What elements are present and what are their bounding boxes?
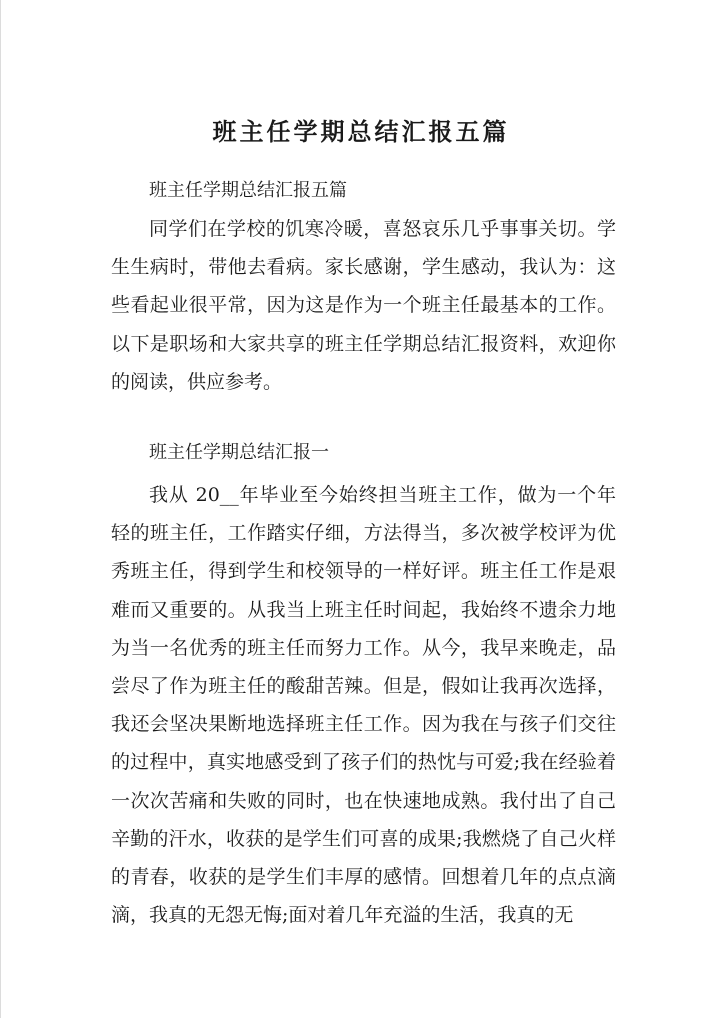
- intro-heading: 班主任学期总结汇报五篇: [149, 180, 347, 201]
- section-paragraph: 我从 20__年毕业至今始终担当班主工作，做为一个年轻的班主任，工作踏实仔细，方法得当，多次被学校评为优秀班主任，得到学生和校领导的一样好评。班主任工作是艰难而又重要的。从我当上班主任时间起，我始终不遗余力地为当一名优秀的班主任而努力工作。从今，我早来晚走，品尝尽了作为班主任的酸甜苦辣。但是，假如让我再次选择，我还会坚决果断地选择班主任工作。因为我在与孩子们交往的过程中，真实地感受到了孩子们的热忱与可爱;我在经验着一次次苦痛和失败的同时，也在快速地成熟。我付出了自己辛勤的汗水，收获的是学生们可喜的成果;我燃烧了自己火样的青春，收获的是学生们丰厚的感情。回想着几年的点点滴滴，我真的无怨无悔;面对着几年充溢的生活，我真的无: [111, 484, 616, 927]
- intro-paragraph: 同学们在学校的饥寒冷暖，喜怒哀乐几乎事事关切。学生生病时，带他去看病。家长感谢，学生感动，我认为：这些看起业很平常，因为这是作为一个班主任最基本的工作。以下是职场和大家共享的班主任学期总结汇报资料，欢迎你的阅读，供应参考。: [111, 218, 616, 393]
- document-title: 班主任学期总结汇报五篇: [212, 117, 510, 146]
- section-heading: 班主任学期总结汇报一: [149, 442, 329, 463]
